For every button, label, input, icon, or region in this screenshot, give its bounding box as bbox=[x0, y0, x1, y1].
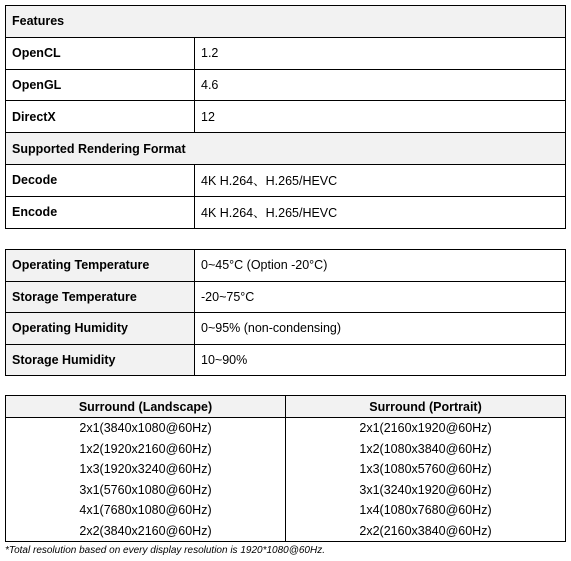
portrait-cell: 2x1(2160x1920@60Hz) bbox=[286, 418, 566, 439]
row-value: 4.6 bbox=[195, 69, 566, 101]
table-row bbox=[6, 281, 566, 313]
features-table bbox=[5, 5, 566, 229]
table-row bbox=[6, 500, 566, 521]
rendering-header: Supported Rendering Format bbox=[6, 133, 566, 165]
table-row bbox=[6, 459, 566, 480]
portrait-cell: 3x1(3240x1920@60Hz) bbox=[286, 480, 566, 501]
row-value: 1.2 bbox=[195, 37, 566, 69]
row-label: Operating Humidity bbox=[6, 313, 195, 345]
landscape-cell: 3x1(5760x1080@60Hz) bbox=[6, 480, 286, 501]
table-row bbox=[6, 250, 566, 282]
row-value: 12 bbox=[195, 101, 566, 133]
table-row bbox=[6, 37, 566, 69]
row-value: 0~45°C (Option -20°C) bbox=[195, 250, 566, 282]
landscape-cell: 1x3(1920x3240@60Hz) bbox=[6, 459, 286, 480]
row-value: 0~95% (non-condensing) bbox=[195, 313, 566, 345]
row-value: -20~75°C bbox=[195, 281, 566, 313]
row-value: 4K H.264、H.265/HEVC bbox=[195, 196, 566, 228]
landscape-cell: 2x1(3840x1080@60Hz) bbox=[6, 418, 286, 439]
table-row bbox=[6, 439, 566, 460]
row-label: OpenGL bbox=[6, 69, 195, 101]
environment-table bbox=[5, 249, 566, 376]
portrait-cell: 1x4(1080x7680@60Hz) bbox=[286, 500, 566, 521]
row-value: 4K H.264、H.265/HEVC bbox=[195, 164, 566, 196]
row-label: DirectX bbox=[6, 101, 195, 133]
rendering-header-row bbox=[6, 133, 566, 165]
row-label: Decode bbox=[6, 164, 195, 196]
table-row bbox=[6, 69, 566, 101]
footnote: *Total resolution based on every display resolution is 1920*1080@60Hz. bbox=[5, 545, 325, 556]
features-header-row bbox=[6, 6, 566, 38]
features-header: Features bbox=[6, 6, 566, 38]
table-row bbox=[6, 313, 566, 345]
portrait-cell: 1x3(1080x5760@60Hz) bbox=[286, 459, 566, 480]
row-label: Operating Temperature bbox=[6, 250, 195, 282]
table-row bbox=[6, 521, 566, 542]
table-row bbox=[6, 344, 566, 376]
table-row bbox=[6, 418, 566, 439]
table-row bbox=[6, 480, 566, 501]
row-label: Storage Temperature bbox=[6, 281, 195, 313]
table-row bbox=[6, 101, 566, 133]
portrait-cell: 1x2(1080x3840@60Hz) bbox=[286, 439, 566, 460]
portrait-cell: 2x2(2160x3840@60Hz) bbox=[286, 521, 566, 542]
landscape-header: Surround (Landscape) bbox=[6, 396, 286, 418]
portrait-header: Surround (Portrait) bbox=[286, 396, 566, 418]
surround-header-row bbox=[6, 396, 566, 418]
landscape-cell: 1x2(1920x2160@60Hz) bbox=[6, 439, 286, 460]
row-label: Encode bbox=[6, 196, 195, 228]
row-label: Storage Humidity bbox=[6, 344, 195, 376]
row-label: OpenCL bbox=[6, 37, 195, 69]
table-row bbox=[6, 196, 566, 228]
row-value: 10~90% bbox=[195, 344, 566, 376]
surround-table bbox=[5, 395, 566, 542]
landscape-cell: 4x1(7680x1080@60Hz) bbox=[6, 500, 286, 521]
landscape-cell: 2x2(3840x2160@60Hz) bbox=[6, 521, 286, 542]
table-row bbox=[6, 164, 566, 196]
